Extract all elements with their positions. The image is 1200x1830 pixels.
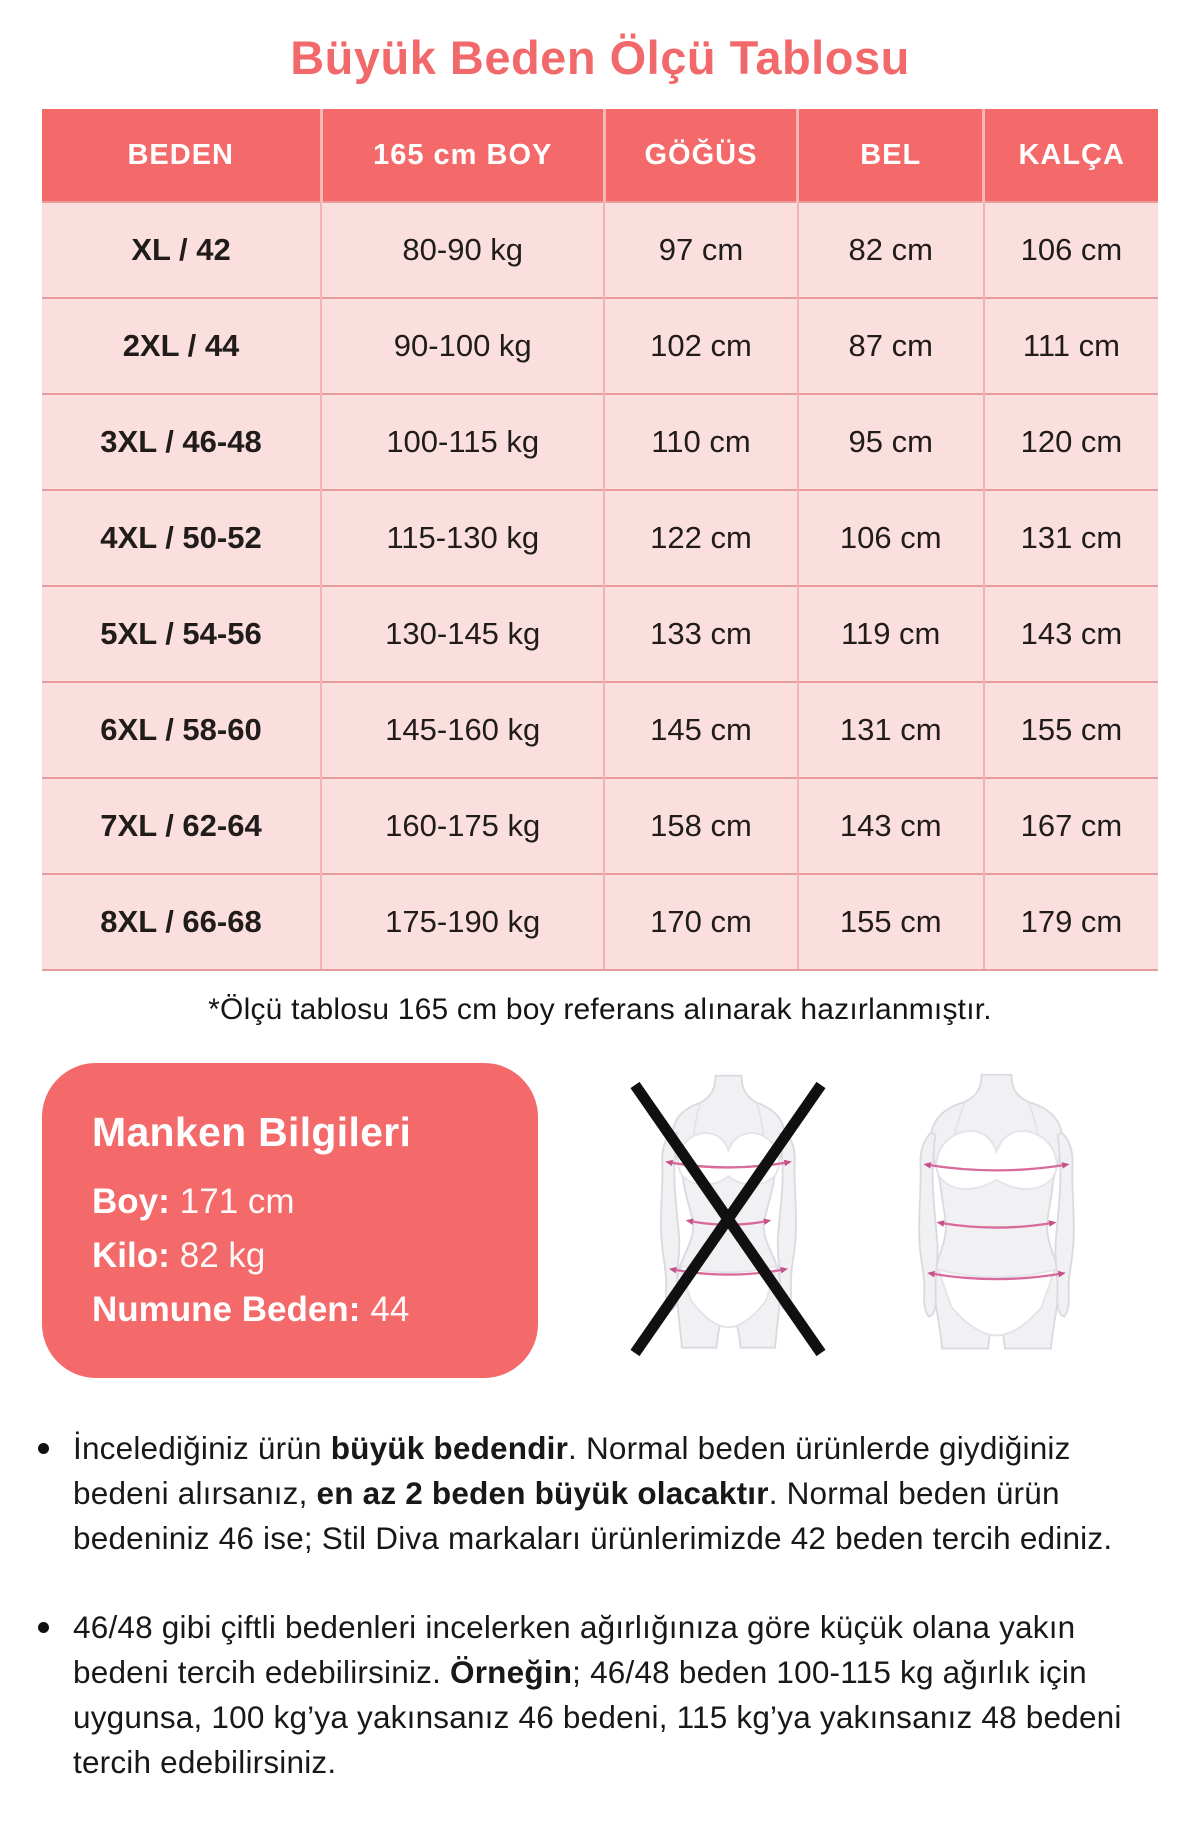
model-info-line: Numune Beden: 44 xyxy=(92,1290,410,1329)
table-row xyxy=(42,586,1158,682)
plus-size-body-figure xyxy=(889,1071,1104,1371)
measure-cell: 122 cm xyxy=(604,490,797,586)
model-info-section xyxy=(42,1063,1158,1378)
measure-cell: 80-90 kg xyxy=(321,202,604,298)
measure-cell: 179 cm xyxy=(984,874,1158,970)
column-header: BEL xyxy=(798,109,984,202)
size-cell: 5XL / 54-56 xyxy=(42,586,321,682)
measure-cell: 158 cm xyxy=(604,778,797,874)
measurement-figures xyxy=(572,1063,1158,1376)
measure-cell: 100-115 kg xyxy=(321,394,604,490)
size-cell: XL / 42 xyxy=(42,202,321,298)
page-title: Büyük Beden Ölçü Tablosu xyxy=(290,31,910,84)
cross-x-icon xyxy=(623,1069,833,1369)
model-info-lines xyxy=(92,1182,488,1330)
size-chart-page xyxy=(0,30,1200,1830)
column-header: 165 cm BOY xyxy=(321,109,604,202)
size-cell: 4XL / 50-52 xyxy=(42,490,321,586)
measure-cell: 87 cm xyxy=(798,298,984,394)
bullet-dot xyxy=(38,1443,49,1454)
table-row xyxy=(42,202,1158,298)
measure-cell: 130-145 kg xyxy=(321,586,604,682)
size-table-header-row xyxy=(42,109,1158,202)
measure-cell: 170 cm xyxy=(604,874,797,970)
measure-cell: 145-160 kg xyxy=(321,682,604,778)
measure-cell: 111 cm xyxy=(984,298,1158,394)
measure-cell: 115-130 kg xyxy=(321,490,604,586)
note-text: 46/48 gibi çiftli bedenleri incelerken ağırlığınıza göre küçük olana yakın bedeni tercih edebilirsiniz. Örneğin; 46/48 beden 100-115 kg ağırlık için uygunsa, 100 kg’ya yakınsanız 46 bedeni, 115 kg’ya yakınsanız 48 bedeni tercih edebilirsiniz. xyxy=(73,1609,1122,1781)
measure-cell: 143 cm xyxy=(798,778,984,874)
measure-cell: 133 cm xyxy=(604,586,797,682)
notes-list xyxy=(38,1426,1162,1785)
size-cell: 6XL / 58-60 xyxy=(42,682,321,778)
measure-cell: 119 cm xyxy=(798,586,984,682)
measure-cell: 102 cm xyxy=(604,298,797,394)
model-info-line: Kilo: 82 kg xyxy=(92,1236,266,1275)
size-cell: 2XL / 44 xyxy=(42,298,321,394)
measure-cell: 110 cm xyxy=(604,394,797,490)
measure-cell: 82 cm xyxy=(798,202,984,298)
bullet-dot xyxy=(38,1622,49,1633)
size-table-body xyxy=(42,202,1158,970)
note-text: İncelediğiniz ürün büyük bedendir. Normal beden ürünlerde giydiğiniz bedeni alırsanız, en az 2 beden büyük olacaktır. Normal beden ürün bedeniniz 46 ise; Stil Diva markaları ürünlerimizde 42 beden tercih ediniz. xyxy=(73,1430,1113,1557)
table-row xyxy=(42,298,1158,394)
note-item xyxy=(38,1426,1162,1561)
size-table xyxy=(42,109,1158,971)
measure-cell: 131 cm xyxy=(798,682,984,778)
table-footnote: *Ölçü tablosu 165 cm boy referans alınarak hazırlanmıştır. xyxy=(208,993,992,1026)
measure-cell: 175-190 kg xyxy=(321,874,604,970)
measure-cell: 145 cm xyxy=(604,682,797,778)
measure-cell: 143 cm xyxy=(984,586,1158,682)
measure-cell: 106 cm xyxy=(984,202,1158,298)
size-cell: 8XL / 66-68 xyxy=(42,874,321,970)
column-header: BEDEN xyxy=(42,109,321,202)
table-row xyxy=(42,490,1158,586)
measure-cell: 97 cm xyxy=(604,202,797,298)
measure-cell: 90-100 kg xyxy=(321,298,604,394)
table-row xyxy=(42,778,1158,874)
measure-cell: 106 cm xyxy=(798,490,984,586)
table-row xyxy=(42,682,1158,778)
model-info-card xyxy=(42,1063,538,1378)
measure-cell: 131 cm xyxy=(984,490,1158,586)
measure-cell: 155 cm xyxy=(798,874,984,970)
model-info-title: Manken Bilgileri xyxy=(92,1109,412,1155)
note-item xyxy=(38,1605,1162,1785)
measure-cell: 160-175 kg xyxy=(321,778,604,874)
table-row xyxy=(42,874,1158,970)
measure-cell: 167 cm xyxy=(984,778,1158,874)
table-row xyxy=(42,394,1158,490)
figure-plus-size xyxy=(889,1071,1104,1376)
model-info-line: Boy: 171 cm xyxy=(92,1182,295,1221)
column-header: GÖĞÜS xyxy=(604,109,797,202)
size-cell: 3XL / 46-48 xyxy=(42,394,321,490)
measure-cell: 120 cm xyxy=(984,394,1158,490)
size-cell: 7XL / 62-64 xyxy=(42,778,321,874)
figure-standard-crossed xyxy=(626,1071,831,1376)
measure-cell: 95 cm xyxy=(798,394,984,490)
measure-cell: 155 cm xyxy=(984,682,1158,778)
column-header: KALÇA xyxy=(984,109,1158,202)
